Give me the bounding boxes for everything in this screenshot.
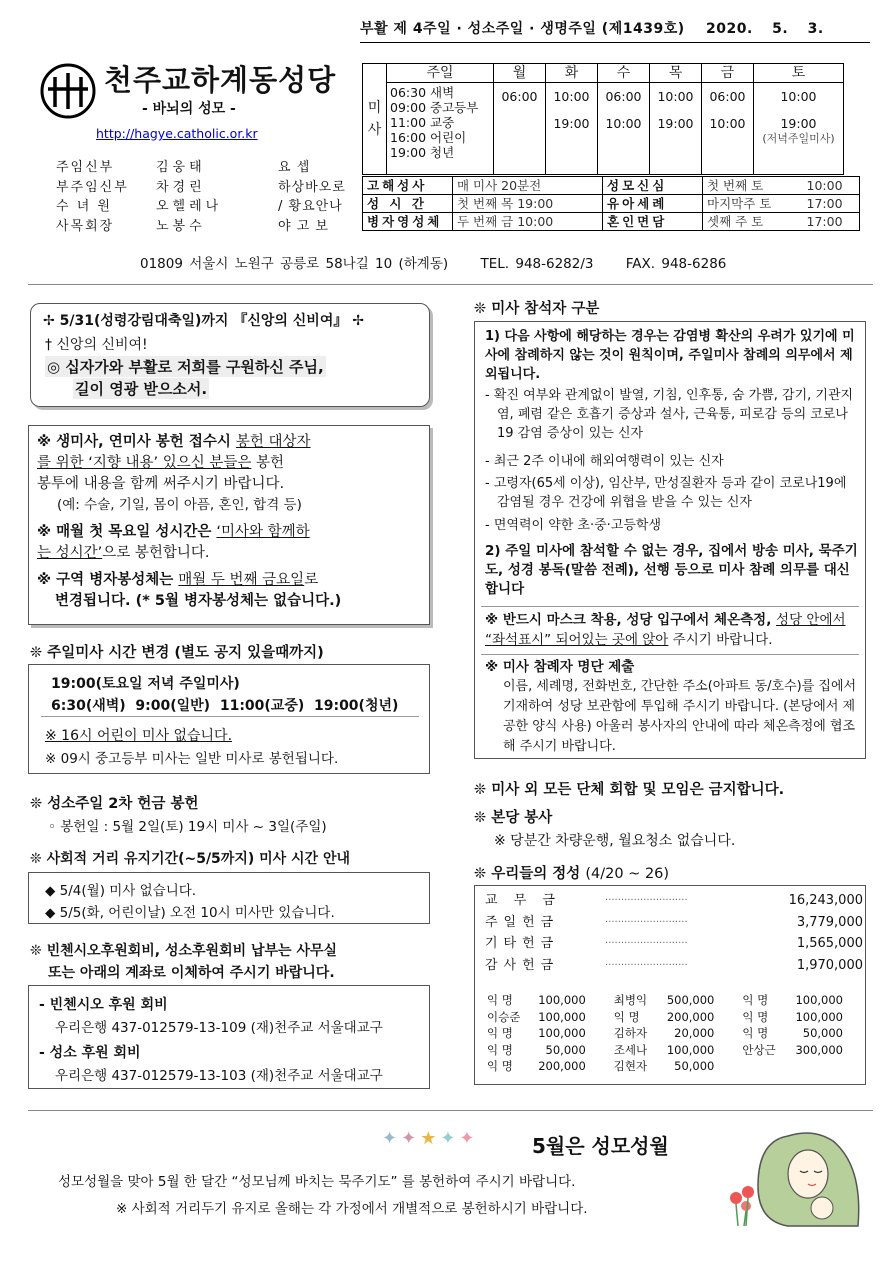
fax-number: FAX. 948-6286 [625,256,727,272]
offering-amount: 1,970,000 [796,957,863,973]
staff-role: 부주임신부 [56,179,129,195]
attendance-bullet: - 확진 여부와 관계없이 발열, 기침, 인후통, 숨 가쁨, 감기, 기관지염, 폐렴 같은 호흡기 증상과 설사, 근육통, 피로감 등의 코로나19 감염 증상이 있는 신자 [485,388,854,441]
staff-baptismal-name: 야 고 보 [278,218,329,234]
weekday-mass-times [546,83,598,175]
donor-amount: 100,000 [795,1009,843,1024]
account-label: - 빈첸시오 후원 회비 [39,997,168,1013]
day-header: 월 [494,64,546,83]
donor-name: 익 명 [742,1026,769,1040]
notice-line: ◆ 5/4(월) 미사 없습니다. [45,883,197,899]
offering-label: 교 무 금 [485,893,561,908]
day-header: 토 [754,64,844,83]
notice-line: 6:30(새벽) 9:00(일반) 11:00(교중) 19:00(청년) [51,698,399,714]
offering-leader: ·························· [605,916,688,928]
staff-name: 노봉수 [156,218,206,234]
account-number: 우리은행 437-012579-13-103 (재)천주교 서울대교구 [55,1068,383,1084]
staff-baptismal-name: / 황요안나 [278,199,343,214]
weekday-mass-times [598,83,650,175]
mass-time: 10:00 [553,89,590,104]
staff-row [56,158,346,178]
schedule-key: 성 시 간 [363,195,453,213]
mass-time: 06:00 [501,89,538,104]
parish-website-link[interactable]: http://hagye.catholic.or.kr [96,126,258,141]
staff-name: 오헬레나 [156,199,223,214]
day-header: 주일 [387,64,494,83]
schedule-value: 두 번째 금 10:00 [453,213,603,231]
church-name: 천주교하계동성당 [104,63,337,97]
staff-row [56,217,346,237]
donor-name: 익 명 [487,1042,513,1057]
attendance-bullet: - 면역력이 약한 초·중·고등학생 [485,518,662,533]
attendance-rule: 2) 주일 미사에 참석할 수 없는 경우, 집에서 방송 미사, 묵주기도, 성경 봉독(말씀 전례), 선행 등으로 미사 참례 의무를 대신합니다 [485,543,858,597]
staff-name: 차경린 [156,179,206,195]
weekday-mass-times [494,83,546,175]
section-title: ❊ 우리들의 정성 (4/20 ~ 26) [474,866,670,882]
divider [360,42,870,43]
offering-label: 기타헌금 [485,936,560,951]
offering-leader: ·························· [605,938,688,949]
offering-row [485,955,863,977]
donor-name: 익 명 [487,993,513,1007]
mass-time: 10:00 [709,116,746,131]
offering-row [485,890,863,912]
weekday-mass-times [702,83,754,175]
offerings-box [474,885,866,1085]
divider [28,1110,873,1111]
section-title: 또는 아래의 계좌로 이체하여 주시기 바랍니다. [48,965,335,981]
mass-time: 19:00 [657,116,694,131]
mass-time: 10:00 [657,89,694,104]
attendance-bullet: - 고령자(65세 이상), 임산부, 만성질환자 등과 같이 코로나19에 감염될 경우 건강에 위협을 받을 수 있는 신자 [485,476,847,510]
account-box [28,985,430,1089]
offering-amount: 3,779,000 [796,914,863,930]
section-title: ❊ 주일미사 시간 변경 (별도 공지 있을때까지) [30,645,324,661]
schedule-value: 10:00 [803,177,860,195]
offering-amount: 16,243,000 [788,893,863,908]
offering-amount: 1,565,000 [796,936,863,951]
staff-role: 주임신부 [56,160,115,175]
novena-title: ✢ 5/31(성령강림대축일)까지 『신앙의 신비여』 ✢ [43,313,364,329]
notice-line: ◆ 5/5(화, 어린이날) 오전 10시 미사만 있습니다. [45,905,335,921]
mass-time: (저녁주일미사) [762,132,835,145]
donor-amount: 300,000 [795,1042,843,1057]
offering-totals [485,890,863,976]
mass-time: 10:00 [605,116,642,131]
staff-list [56,158,346,236]
staff-row [56,178,346,198]
staff-baptismal-name: 하상바오로 [278,179,346,195]
mask-notice: ※ 반드시 마스크 착용, 성당 입구에서 체온측정, 성당 안에서 “좌석표시” 되어있는 곳에 앉아 주시기 바랍니다. [485,612,846,648]
attendance-rule: 1) 다음 사항에 해당하는 경우는 감염병 확산의 우려가 있기에 미사에 참례하지 않는 것이 원칙이며, 주일미사 참례의 의무에서 제외됩니다. [485,329,855,382]
sunday-mass-times [387,83,494,175]
schedule-row [363,177,860,195]
notice-mass-intention: ※ 생미사, 연미사 봉헌 접수시 봉헌 대상자 를 위한 ‘지향 내용’ 있으신 분들은 봉헌 봉투에 내용을 함께 써주시기 바랍니다. (예: 수술, 기일, 몸이 아픔, 혼인, 합격 등) [37,434,311,513]
virgin-mary-illustration-icon [718,1126,868,1230]
notice-line: 19:00(토요일 저녁 주일미사) [51,676,240,692]
stars-decoration: ✦✦★✦✦ [382,1128,479,1149]
sunday-mass-change-box [28,664,430,774]
novena-line: † 신앙의 신비여! [45,337,148,353]
section-title: ❊ 본당 봉사 [474,810,553,826]
staff-name: 김웅태 [156,160,206,175]
donor-name: 익 명 [487,1059,513,1073]
donor-row [487,1009,861,1026]
issue-month: 5. [772,21,789,37]
donor-amount: 50,000 [674,1059,715,1073]
schedule-value: 첫 번째 목 19:00 [453,195,603,213]
postal-address: 01809 서울시 노원구 공릉로 58나길 10 (하계동) [140,256,449,272]
donor-amount: 100,000 [538,1009,586,1024]
donor-name: 이승준 [487,1009,521,1024]
schedule-value: 셋째 주 토 [703,213,803,231]
mass-time: 06:00 [605,89,642,104]
section-title: ❊ 미사 참석자 구분 [474,301,600,317]
day-header: 수 [598,64,650,83]
donor-name: 김현자 [613,1059,648,1073]
address-line [140,252,752,272]
donor-amount: 100,000 [538,1026,586,1040]
issue-label: 부활 제 4주일 · 성소주일 · 생명주일 (제1439호) [360,21,685,37]
mass-time: 19:00 [553,116,590,131]
donor-row [487,1042,861,1059]
schedule-key: 유아세례 [603,195,703,213]
donor-amount: 50,000 [802,1026,843,1040]
attendance-box [474,321,866,759]
section-title: ❊ 성소주일 2차 헌금 봉헌 [30,796,199,812]
church-logo-icon [40,63,96,119]
donor-row [487,992,861,1009]
donor-name: 익 명 [487,1026,513,1040]
novena-line: ◎ 십자가와 부활로 저희를 구원하신 주님, [47,358,324,376]
patron-saint: - 바뇌의 성모 - [142,101,236,117]
donor-amount: 100,000 [666,1042,715,1057]
notice-line: ◦ 봉헌일 : 5월 2일(토) 19시 미사 ~ 3일(주일) [48,819,327,835]
schedule-value: 17:00 [803,195,860,213]
donor-amount: 50,000 [545,1042,586,1057]
donor-row [487,1025,861,1042]
sacrament-schedule-table [362,176,860,231]
donor-amount: 200,000 [538,1059,586,1073]
staff-baptismal-name: 요 셉 [278,160,311,175]
section-title: ❊ 사회적 거리 유지기간(~5/5까지) 미사 시간 안내 [30,851,351,867]
donor-name: 조세나 [613,1042,648,1057]
mass-time: 16:00 어린이 [390,130,467,145]
schedule-row [363,213,860,231]
staff-row [56,197,346,217]
offering-leader: ·························· [605,895,688,906]
donor-amount: 200,000 [666,1009,715,1024]
novena-box [30,303,430,407]
donor-list [487,992,861,1075]
schedule-key: 병자영성체 [363,213,453,231]
weekday-mass-times [650,83,702,175]
notices-box [28,425,430,625]
donor-name: 김하자 [613,1026,648,1040]
donor-name: 익 명 [742,1009,769,1024]
offering-label: 주일헌금 [485,914,560,930]
schedule-key: 혼인면담 [603,213,703,231]
offering-label: 감사헌금 [485,957,560,973]
divider [28,284,873,285]
donor-amount: 100,000 [538,993,586,1007]
novena-line: 길이 영광 받으소서. [75,380,208,398]
day-header: 금 [702,64,754,83]
notice-holy-hour: ※ 매월 첫 목요일 성시간은 ‘미사와 함께하 는 성시간’으로 봉헌합니다. [37,524,310,561]
donor-name: 익 명 [613,1009,640,1024]
mass-time: 11:00 교중 [390,115,455,130]
donor-amount: 20,000 [674,1026,715,1040]
day-header: 목 [650,64,702,83]
donor-name: 안상근 [742,1042,776,1057]
donor-name [732,1058,783,1075]
issue-day: 3. [807,21,824,37]
account-label: - 성소 후원 회비 [39,1045,141,1061]
mass-time: 06:00 [709,89,746,104]
schedule-value: 17:00 [803,213,860,231]
mass-time: 10:00 [780,89,817,104]
notice-line: ※ 당분간 차량운행, 월요청소 없습니다. [494,833,736,849]
notice-line: ※ 16시 어린이 미사 없습니다. [45,728,233,744]
schedule-value: 첫 번째 토 [703,177,803,195]
weekday-mass-times [754,83,844,175]
issue-date-line [360,18,870,44]
donor-name: 최병익 [613,993,648,1007]
mass-time: 09:00 중고등부 [390,100,479,115]
donor-name: 익 명 [742,993,769,1007]
donor-amount: 500,000 [666,993,715,1007]
staff-role: 수 녀 원 [56,199,112,214]
footer-title: 5월은 성모성월 [532,1134,669,1158]
schedule-value: 마지막주 토 [703,195,803,213]
mass-time: 06:30 새벽 [390,85,455,100]
attendance-bullet: - 최근 2주 이내에 해외여행력이 있는 신자 [485,454,724,469]
mass-label: 미 사 [363,64,387,175]
issue-year: 2020. [706,21,753,37]
account-number: 우리은행 437-012579-13-109 (재)천주교 서울대교구 [55,1020,383,1036]
offering-leader: ·························· [605,959,688,971]
day-header: 화 [546,64,598,83]
schedule-value: 매 미사 20분전 [453,177,603,195]
mass-time: 19:00 청년 [390,145,455,160]
offering-row [485,912,863,934]
footer-text: 성모성월을 맞아 5월 한 달간 “성모님께 바치는 묵주기도” 를 봉헌하여 주시기 바랍니다. [58,1174,576,1190]
section-title: ❊ 빈첸시오후원회비, 성소후원회비 납부는 사무실 [30,943,338,959]
distancing-box [28,872,430,924]
footer-text: ※ 사회적 거리두기 유지로 올해는 각 가정에서 개별적으로 봉헌하시기 바랍니다. [116,1201,588,1217]
registration-text: 이름, 세례명, 전화번호, 간단한 주소(아파트 동/호수)를 집에서 기재하여 성당 보관함에 투입해 주시기 바랍니다. (본당에서 제공한 양식 사용) 아울러 봉사자의 안내에 따라 체온측정에 협조해 주시기 바랍니다. [503,679,857,754]
schedule-key: 성모신심 [603,177,703,195]
phone-number: TEL. 948-6282/3 [480,256,594,272]
staff-role: 사목회장 [56,218,115,234]
schedule-key: 고해성사 [363,177,453,195]
notice-sick-communion: ※ 구역 병자봉성체는 매월 두 번째 금요일로 변경됩니다. (* 5월 병자봉성체는 없습니다.) [37,572,342,609]
registration-title: ※ 미사 참례자 명단 제출 [485,659,635,675]
mass-schedule-table [362,63,844,175]
schedule-row [363,195,860,213]
donor-row [487,1058,861,1075]
mass-time: 19:00 [780,116,817,131]
notice-line: ※ 09시 중고등부 미사는 일반 미사로 봉헌됩니다. [45,751,339,767]
donor-amount: 100,000 [795,993,843,1007]
section-title: ❊ 미사 외 모든 단체 회합 및 모임은 금지합니다. [474,782,785,798]
offering-row [485,933,863,955]
donor-amount [784,1058,861,1075]
